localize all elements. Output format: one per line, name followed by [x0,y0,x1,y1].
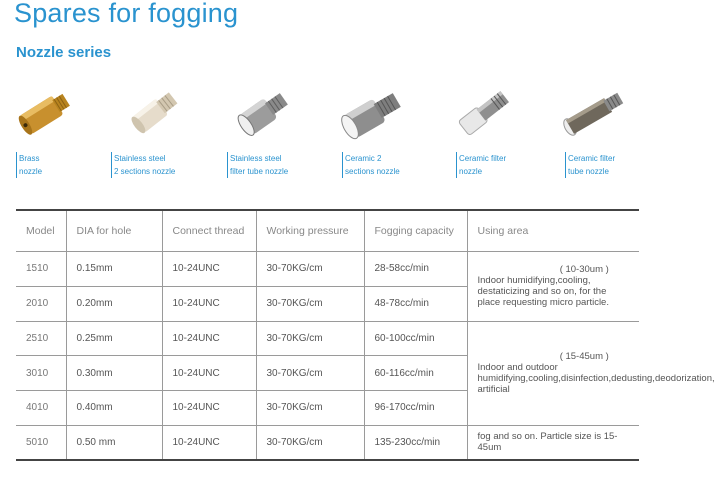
caption-ceramic-filter-nozzle [456,152,506,178]
capacity-cell: 60-116cc/min [364,356,467,391]
ceramic-filter-nozzle-icon [450,86,520,138]
caption-line: Ceramic 2 [345,154,382,163]
thread-cell: 10-24UNC [162,356,256,391]
using-area-cell [467,252,639,322]
caption-line: nozzle [459,167,483,176]
caption-line: Brass [19,154,40,163]
model-cell: 2510 [16,321,66,356]
pressure-cell: 30-70KG/cm [256,356,364,391]
table-header-row [16,210,639,252]
caption-line: sections nozzle [345,167,400,176]
using-area-cell [467,321,715,425]
caption-line: 2 sections nozzle [114,167,176,176]
using-area-text: Indoor humidifying,cooling, destaticizing and so on, for the place requesting micro particle. [477,275,609,309]
dia-cell: 0.20mm [66,286,162,321]
caption-line: Stainless steel [114,154,166,163]
particle-range: ( 10-30um ) [559,264,609,276]
caption-line: Stainless steel [230,154,282,163]
thread-cell: 10-24UNC [162,252,256,287]
using-area-cell [467,425,639,460]
capacity-cell: 96-170cc/min [364,391,467,426]
column-header: DIA for hole [66,210,162,252]
column-header: Model [16,210,66,252]
model-cell: 4010 [16,391,66,426]
caption-stainless-filter-nozzle [227,152,288,178]
ceramic-nozzle-icon [336,84,416,140]
table-row [16,321,639,356]
pressure-cell: 30-70KG/cm [256,425,364,460]
brass-nozzle-icon [14,87,76,139]
stainless-filter-nozzle-icon [234,86,296,138]
caption-brass-nozzle [16,152,42,178]
dia-cell: 0.25mm [66,321,162,356]
ceramic-filter-tube-nozzle-icon [556,84,636,140]
page-title: Spares for fogging [14,0,239,28]
model-cell: 1510 [16,252,66,287]
caption-line: tube nozzle [568,167,609,176]
model-cell: 3010 [16,356,66,391]
dia-cell: 0.50 mm [66,425,162,460]
caption-line: Ceramic filter [568,154,616,163]
section-title: Nozzle series [16,44,112,61]
caption-ceramic-filter-tube-nozzle [565,152,615,178]
pressure-cell: 30-70KG/cm [256,252,364,287]
thread-cell: 10-24UNC [162,425,256,460]
capacity-cell: 28-58cc/min [364,252,467,287]
dia-cell: 0.40mm [66,391,162,426]
pressure-cell: 30-70KG/cm [256,286,364,321]
caption-line: nozzle [19,167,43,176]
column-header: Fogging capacity [364,210,467,252]
dia-cell: 0.15mm [66,252,162,287]
caption-stainless-nozzle [111,152,175,178]
column-header: Working pressure [256,210,364,252]
nozzle-spec-table [16,209,715,461]
caption-line: filter tube nozzle [230,167,289,176]
model-cell: 2010 [16,286,66,321]
table-row [16,252,639,287]
using-area-text: fog and so on. Particle size is 15-45um [477,431,618,454]
using-area-text: Indoor and outdoor humidifying,cooling,disinfection,dedusting,deodorization, artificial [477,362,715,396]
table-row [16,425,639,460]
stainless-nozzle-icon [124,86,186,138]
capacity-cell: 60-100cc/min [364,321,467,356]
model-cell: 5010 [16,425,66,460]
particle-range: ( 15-45um ) [559,351,609,363]
dia-cell: 0.30mm [66,356,162,391]
thread-cell: 10-24UNC [162,286,256,321]
pressure-cell: 30-70KG/cm [256,391,364,426]
column-header: Connect thread [162,210,256,252]
caption-line: Ceramic filter [459,154,507,163]
column-header: Using area [467,210,639,252]
thread-cell: 10-24UNC [162,391,256,426]
capacity-cell: 135-230cc/min [364,425,467,460]
capacity-cell: 48-78cc/min [364,286,467,321]
pressure-cell: 30-70KG/cm [256,321,364,356]
thread-cell: 10-24UNC [162,321,256,356]
caption-ceramic-nozzle [342,152,400,178]
